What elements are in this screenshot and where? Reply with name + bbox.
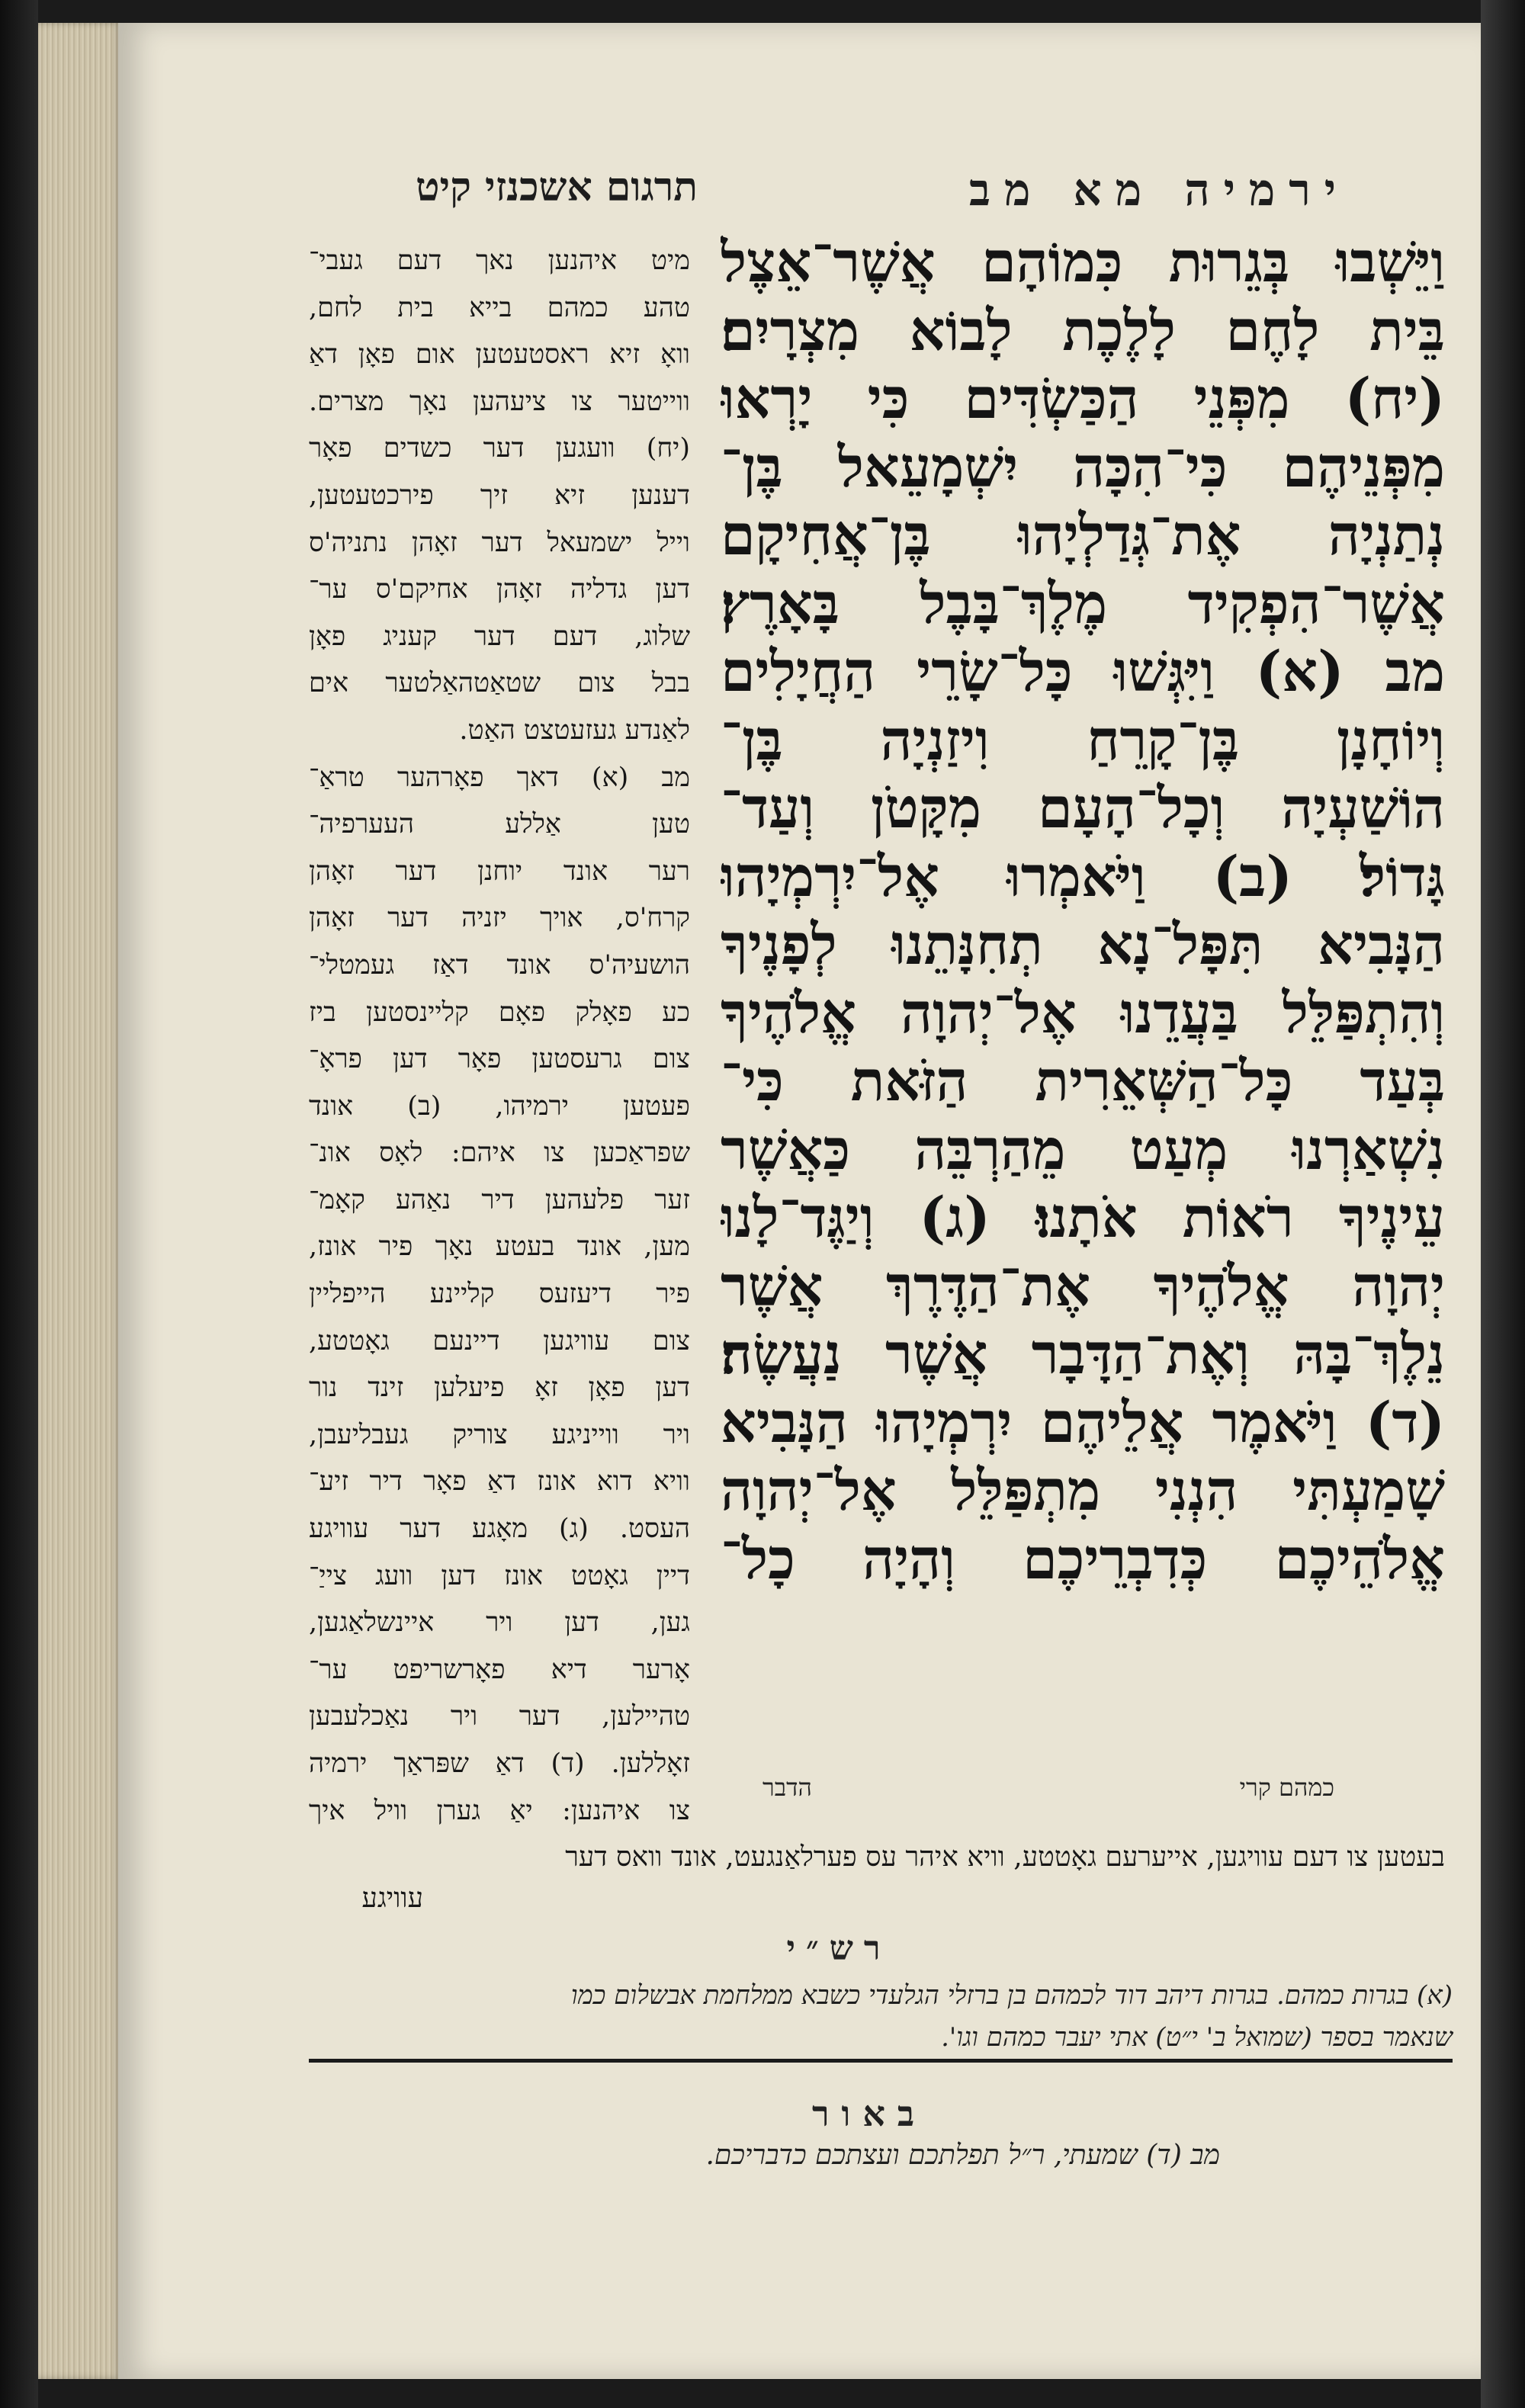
hebrew-text-line: (יח) מִפְּנֵי הַכַּשְׂדִּים כִּי יָרְאוּ	[721, 366, 1445, 432]
translation-line: וואָ זיא ראסטעטען אום פאָן דאַ	[309, 339, 690, 371]
translation-line: לאַנדע געזעטצט האַט.	[459, 714, 690, 746]
biur-commentary: מב (ד) שמעתי, ר״ל תפלתכם ועצתכם כדבריכם.	[705, 2140, 1220, 2171]
hebrew-text-column	[721, 229, 1445, 1594]
book-spine-left	[0, 0, 38, 2408]
translation-line: וייל ישמעאל דער זאָהן נתניה'ס	[309, 527, 690, 558]
kri-note: כמהם קרי	[1239, 1773, 1334, 1802]
kri-note-davar: הדבר	[762, 1773, 812, 1802]
translation-line: העסט. (ג) מאָגע דער עוויגע	[309, 1514, 690, 1545]
translation-line: קרח'ס, אויך יזניה דער זאָהן	[309, 903, 690, 934]
hebrew-text-line: עֵינֶיךָ רֹאוֹת אֹתָנוּ׃ (ג) וְיַגֶּד־לָנוּ	[721, 1185, 1445, 1251]
translation-line: זער פלעהען דיר נאַהע קאָמ־	[309, 1184, 690, 1215]
hebrew-text-line: יְהוָה אֱלֹהֶיךָ אֶת־הַדֶּרֶךְ אֲשֶׁר	[721, 1253, 1445, 1319]
hebrew-text-line: אֲשֶׁר־הִפְקִיד מֶלֶךְ־בָּבֶל בָּאָרֶץ׃	[721, 570, 1445, 637]
hebrew-text-line: גָּדוֹל׃ (ב) וַיֹּאמְרוּ אֶל־יִרְמְיָהוּ	[721, 843, 1445, 910]
rashi-heading: רש״י	[786, 1929, 891, 1968]
translation-continuation-end: עוויגע	[361, 1883, 423, 1914]
page-edges	[38, 23, 122, 2379]
running-header-main: ירמיה מא מב	[969, 164, 1350, 216]
hebrew-text-line: שָׁמַעְתִּי הִנְנִי מִתְפַּלֵּל אֶל־יְהוָה	[721, 1458, 1445, 1523]
hebrew-text-line: הַנָּבִיא תִּפָּל־נָא תְחִנָּתֵנוּ לְפָנֶיךָ	[721, 912, 1445, 978]
rashi-line: שנאמר בספר (שמואל ב' י״ט) אתי יעבר כמהם וגו'.	[941, 2022, 1453, 2053]
hebrew-text-line: (ד) וַיֹּאמֶר אֲלֵיהֶם יִרְמְיָהוּ הַנָּבִיא	[721, 1389, 1445, 1456]
translation-line: הושעיה'ס אונד דאַז געמטלי־	[309, 949, 690, 981]
translation-line: פעטען ירמיהו, (ב) אונד	[309, 1090, 690, 1122]
translation-line: רער אונד יוחנן דער זאָהן	[309, 856, 690, 887]
hebrew-text-line: מִפְּנֵיהֶם כִּי־הִכָּה יִשְׁמָעֵאל בֶּן־	[721, 434, 1445, 500]
book-cover-right	[1481, 0, 1525, 2408]
translation-line: ויר ווייניגע צוריק געבליעבן,	[309, 1419, 690, 1450]
hebrew-text-line: בֵּית לָחֶם לָלֶכֶת לָבוֹא מִצְרָיִם׃	[721, 297, 1445, 364]
hebrew-text-line: נְתַנְיָה אֶת־גְּדַלְיָהוּ בֶּן־אֲחִיקָם	[721, 502, 1445, 568]
translation-line: אָרער דיא פאָרשריפט ער־	[309, 1654, 690, 1685]
hebrew-text-line: וְיוֹחָנָן בֶּן־קָרֵחַ וִיזַנְיָה בֶּן־	[721, 707, 1445, 773]
rashi-line: (א) בגרות כמהם. בגרות דיהב דוד לכמהם בן ברזלי הגלעדי כשבא ממלחמת אבשלום כמו	[570, 1980, 1453, 2011]
translation-line: מב (א) דאך פאָרהער טראַ־	[309, 762, 690, 793]
translation-line: בבל צום שטאַטהאַלטער אים	[309, 668, 690, 699]
hebrew-text-line: בְּעַד כָּל־הַשְּׁאֵרִית הַזֹּאת כִּי־	[721, 1048, 1445, 1114]
running-header-translation: תרגום אשכנזי קיט	[416, 164, 698, 210]
translation-line: זאָללען. (ד) דאַ שפּראַך ירמיה	[309, 1748, 690, 1779]
translation-line: שפראַכען צו איהם: לאָס אונ־	[309, 1138, 690, 1169]
biur-heading: באור	[811, 2093, 927, 2134]
hebrew-text-line: נִשְׁאַרְנוּ מְעַט מֵהַרְבֵּה כַּאֲשֶׁר	[721, 1116, 1445, 1183]
translation-line: שלוג, דעם דער קעניג פאָן	[309, 621, 690, 652]
translation-line: דען גדליה זאָהן אחיקם'ס ער־	[309, 574, 690, 605]
rashi-commentary	[309, 1975, 1453, 2059]
translation-line: צו איהנען: יאַ גערן וויל איך	[309, 1795, 690, 1826]
kri-ktiv-notes	[732, 1773, 1411, 1811]
hebrew-text-line: אֱלֹהֵיכֶם כְּדִבְרֵיכֶם וְהָיָה כָל־	[721, 1526, 1445, 1592]
translation-line: ווייטער צו ציעהען נאָך מצרים.	[309, 386, 690, 417]
translation-line: כע פאָלק פאָם קליינסטען ביז	[309, 997, 690, 1028]
hebrew-text-line: מב (א) וַיִּגְּשׁוּ כָּל־שָׂרֵי הַחֲיָלִים	[721, 639, 1445, 705]
translation-line: טען אַללע העערפיה־	[309, 809, 690, 840]
translation-line: דענען זיא זיך פירכטעטען,	[309, 480, 690, 511]
translation-continuation: בעטען צו דעם עוויגען, אייערעם גאָטטע, וויא איהר עס פערלאַנגעט, אונד וואס דער	[565, 1841, 1445, 1873]
translation-line: מען, אונד בעטע נאָך פיר אונז,	[309, 1231, 690, 1263]
translation-line: דען פאָן זאָ פיעלען זינד נור	[309, 1373, 690, 1404]
translation-column	[309, 238, 690, 1835]
section-divider	[309, 2059, 1453, 2063]
translation-line: (יח) וועגען דער כשדים פאָר	[309, 433, 690, 464]
hebrew-text-line: וְהִתְפַּלֵּל בַּעֲדֵנוּ אֶל־יְהוָה אֱלֹהֶיךָ	[721, 980, 1445, 1046]
translation-line: וויא דוא אונז דאַ פאָר דיר זיע־	[309, 1466, 690, 1498]
translation-line: מיט איהנען נאך דעם געבי־	[309, 246, 690, 276]
translation-line: צום גרעסטען פאָר דען פראָ־	[309, 1044, 690, 1075]
hebrew-text-line: הוֹשַׁעְיָה וְכָל־הָעָם מִקָּטֹן וְעַד־	[721, 775, 1445, 841]
translation-line: צום עוויגען דיינעם גאָטטע,	[309, 1325, 690, 1357]
translation-line: פיר דיעזעס קליינע הייפליין	[309, 1279, 690, 1310]
hebrew-text-line: וַיֵּשְׁבוּ בְּגֵרוּת כִּמוֹהָם אֲשֶׁר־אֵצֶל	[721, 230, 1445, 295]
hebrew-text-line: נֵלֶךְ־בָּהּ וְאֶת־הַדָּבָר אֲשֶׁר נַעֲשֶׂה׃	[721, 1321, 1445, 1387]
translation-line: טהיילען, דער ויר נאַכלעבען	[309, 1701, 690, 1732]
translation-line: דיין גאָטט אונז דען וועג צייַ־	[309, 1560, 690, 1591]
translation-line: גען, דען ויר איינשלאַגען,	[309, 1607, 690, 1639]
translation-line: טהע כמהם בייא בית לחם,	[309, 292, 690, 323]
